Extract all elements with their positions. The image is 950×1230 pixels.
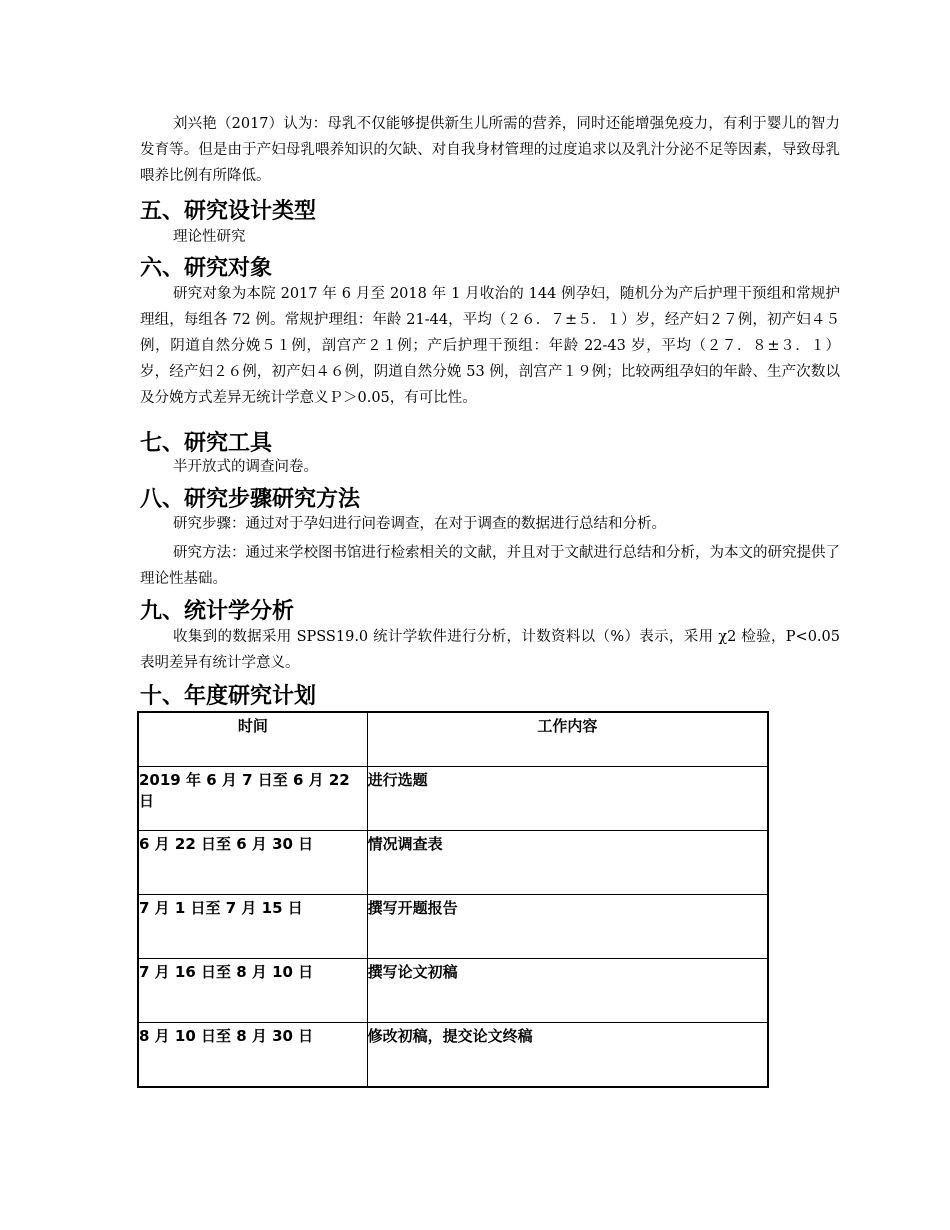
table-cell-time: 2019 年 6 月 7 日至 6 月 22 日 [138,767,367,831]
section-heading-steps-methods: 八、研究步骤研究方法 [140,487,361,512]
table-cell-content: 情况调查表 [367,831,768,895]
table-cell-time: 8 月 10 日至 8 月 30 日 [138,1023,367,1088]
section-heading-design-type: 五、研究设计类型 [140,199,317,224]
table-cell-content: 修改初稿，提交论文终稿 [367,1023,768,1088]
section-heading-subjects: 六、研究对象 [140,256,273,281]
section-body-tools: 半开放式的调查问卷。 [173,459,318,475]
table-cell-time: 6 月 22 日至 6 月 30 日 [138,831,367,895]
section-body-design-type: 理论性研究 [173,229,246,245]
table-cell-content: 撰写开题报告 [367,895,768,959]
table-header-content: 工作内容 [367,712,768,767]
section-body-statistics: 收集到的数据采用 SPSS19.0 统计学软件进行分析，计数资料以（%）表示，采用 χ2 检验，P<0.05 表明差异有统计学意义。 [140,629,840,671]
table-row [138,831,768,895]
annual-plan-table [137,711,769,1088]
table-cell-content: 撰写论文初稿 [367,959,768,1023]
intro-paragraph: 刘兴艳（2017）认为：母乳不仅能够提供新生儿所需的营养，同时还能增强免疫力，有利于婴儿的智力发育等。但是由于产妇母乳喂养知识的欠缺、对自我身材管理的过度追求以及乳汁分泌不足等因素，导致母乳喂养比例有所降低。 [140,116,840,184]
section-body-subjects: 研究对象为本院 2017 年 6 月至 2018 年 1 月收治的 144 例孕妇，随机分为产后护理干预组和常规护理组，每组各 72 例。常规护理组：年龄 21-44，平均（２６．７±５．１）岁，经产妇２７例，初产妇４５例，阴道自然分娩５１例，剖宫产２１例；产后护理干预组：年龄 22-43 岁，平均（２７．８±３．１）岁，经产妇２６例，初产妇４６例，阴道自然分娩 53 例，剖宫产１９例；比较两组孕妇的年龄、生产次数以及分娩方式差异无统计学意义Ｐ＞0.05，有可比性。 [140,286,840,406]
table-cell-time: 7 月 16 日至 8 月 10 日 [138,959,367,1023]
section-heading-annual-plan: 十、年度研究计划 [140,684,317,709]
table-header-time: 时间 [138,712,367,767]
table-cell-time: 7 月 1 日至 7 月 15 日 [138,895,367,959]
table-row [138,895,768,959]
table-cell-content: 进行选题 [367,767,768,831]
section-heading-statistics: 九、统计学分析 [140,599,295,624]
table-row [138,959,768,1023]
table-header-row [138,712,768,767]
table-row [138,1023,768,1088]
table-row [138,767,768,831]
section-body-methods: 研究方法：通过来学校图书馆进行检索相关的文献，并且对于文献进行总结和分析，为本文的研究提供了理论性基础。 [140,545,840,587]
section-heading-tools: 七、研究工具 [140,431,273,456]
section-body-steps: 研究步骤：通过对于孕妇进行问卷调查，在对于调查的数据进行总结和分析。 [173,516,666,532]
